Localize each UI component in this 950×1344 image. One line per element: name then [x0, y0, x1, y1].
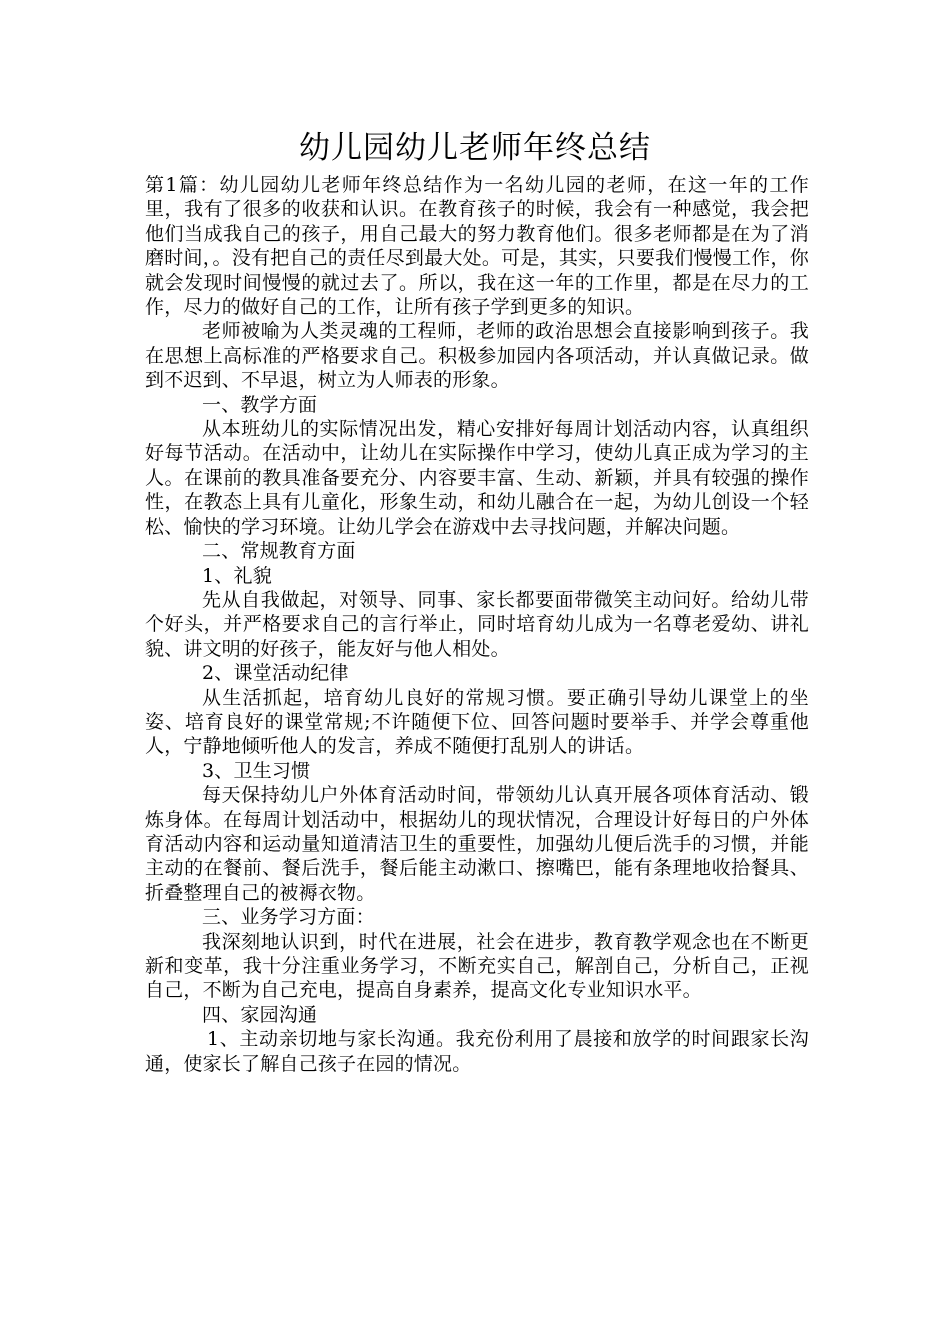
paragraph-hygiene: 每天保持幼儿户外体育活动时间，带领幼儿认真开展各项体育活动、锻炼身体。在每周计划活动中，根据幼儿的现状情况，合理设计好每日的户外体育活动内容和运动量知道清洁卫生的重要性，加强幼儿便后洗手的习惯，并能主动的在餐前、餐后洗手，餐后能主动漱口、擦嘴巴，能有条理地收拾餐具、折叠整理自己的被褥衣物。 — [145, 784, 809, 904]
document-body — [145, 173, 809, 1076]
section-heading-teaching: 一、教学方面 — [202, 393, 318, 416]
section-heading-routine-education: 二、常规教育方面 — [202, 540, 356, 563]
paragraph-professional-study: 我深刻地认识到，时代在进展，社会在进步，教育教学观念也在不断更新和变革，我十分注重业务学习，不断充实自己，解剖自己，分析自己，正视自己，不断为自己充电，提高自身素养，提高文化专业知识水平。 — [145, 930, 809, 1002]
paragraph-home-school: 1、主动亲切地与家长沟通。我充份利用了晨接和放学的时间跟家长沟通，使家长了解自己孩子在园的情况。 — [145, 1028, 809, 1075]
paragraph-intro: 第1篇：幼儿园幼儿老师年终总结作为一名幼儿园的老师，在这一年的工作里，我有了很多的收获和认识。在教育孩子的时候，我会有一种感觉，我会把他们当成我自己的孩子，用自己最大的努力教育他们。很多老师都是在为了消磨时间，。没有把自己的责任尽到最大处。可是，其实，只要我们慢慢工作，你就会发现时间慢慢的就过去了。所以，我在这一年的工作里，都是在尽力的工作，尽力的做好自己的工作，让所有孩子学到更多的知识。 — [145, 174, 809, 319]
paragraph-courtesy: 先从自我做起，对领导、同事、家长都要面带微笑主动问好。给幼儿带个好头，并严格要求自己的言行举止，同时培育幼儿成为一名尊老爱幼、讲礼貌、讲文明的好孩子，能友好与他人相处。 — [145, 588, 809, 660]
paragraph-teaching: 从本班幼儿的实际情况出发，精心安排好每周计划活动内容，认真组织好每节活动。在活动中，让幼儿在实际操作中学习，使幼儿真正成为学习的主人。在课前的教具准备要充分、内容要丰富、生动、新颖，并具有较强的操作性，在教态上具有儿童化，形象生动，和幼儿融合在一起，为幼儿创设一个轻松、愉快的学习环境。让幼儿学会在游戏中去寻找问题，并解决问题。 — [145, 418, 809, 538]
subheading-courtesy: 1、礼貌 — [202, 564, 272, 587]
subheading-classroom-discipline: 2、课堂活动纪律 — [202, 662, 349, 685]
paragraph-classroom-discipline: 从生活抓起，培育幼儿良好的常规习惯。要正确引导幼儿课堂上的坐姿、培育良好的课堂常规;不许随便下位、回答问题时要举手、并学会尊重他人，宁静地倾听他人的发言，养成不随便打乱别人的讲话。 — [145, 686, 809, 758]
section-heading-professional-study: 三、业务学习方面： — [202, 906, 375, 929]
subheading-hygiene: 3、卫生习惯 — [202, 759, 311, 782]
paragraph-political-thought: 老师被喻为人类灵魂的工程师，老师的政治思想会直接影响到孩子。我在思想上高标准的严格要求自己。积极参加园内各项活动，并认真做记录。做到不迟到、不早退，树立为人师表的形象。 — [145, 320, 809, 392]
section-heading-home-school: 四、家园沟通 — [202, 1003, 318, 1026]
document-title: 幼儿园幼儿老师年终总结 — [299, 130, 651, 166]
